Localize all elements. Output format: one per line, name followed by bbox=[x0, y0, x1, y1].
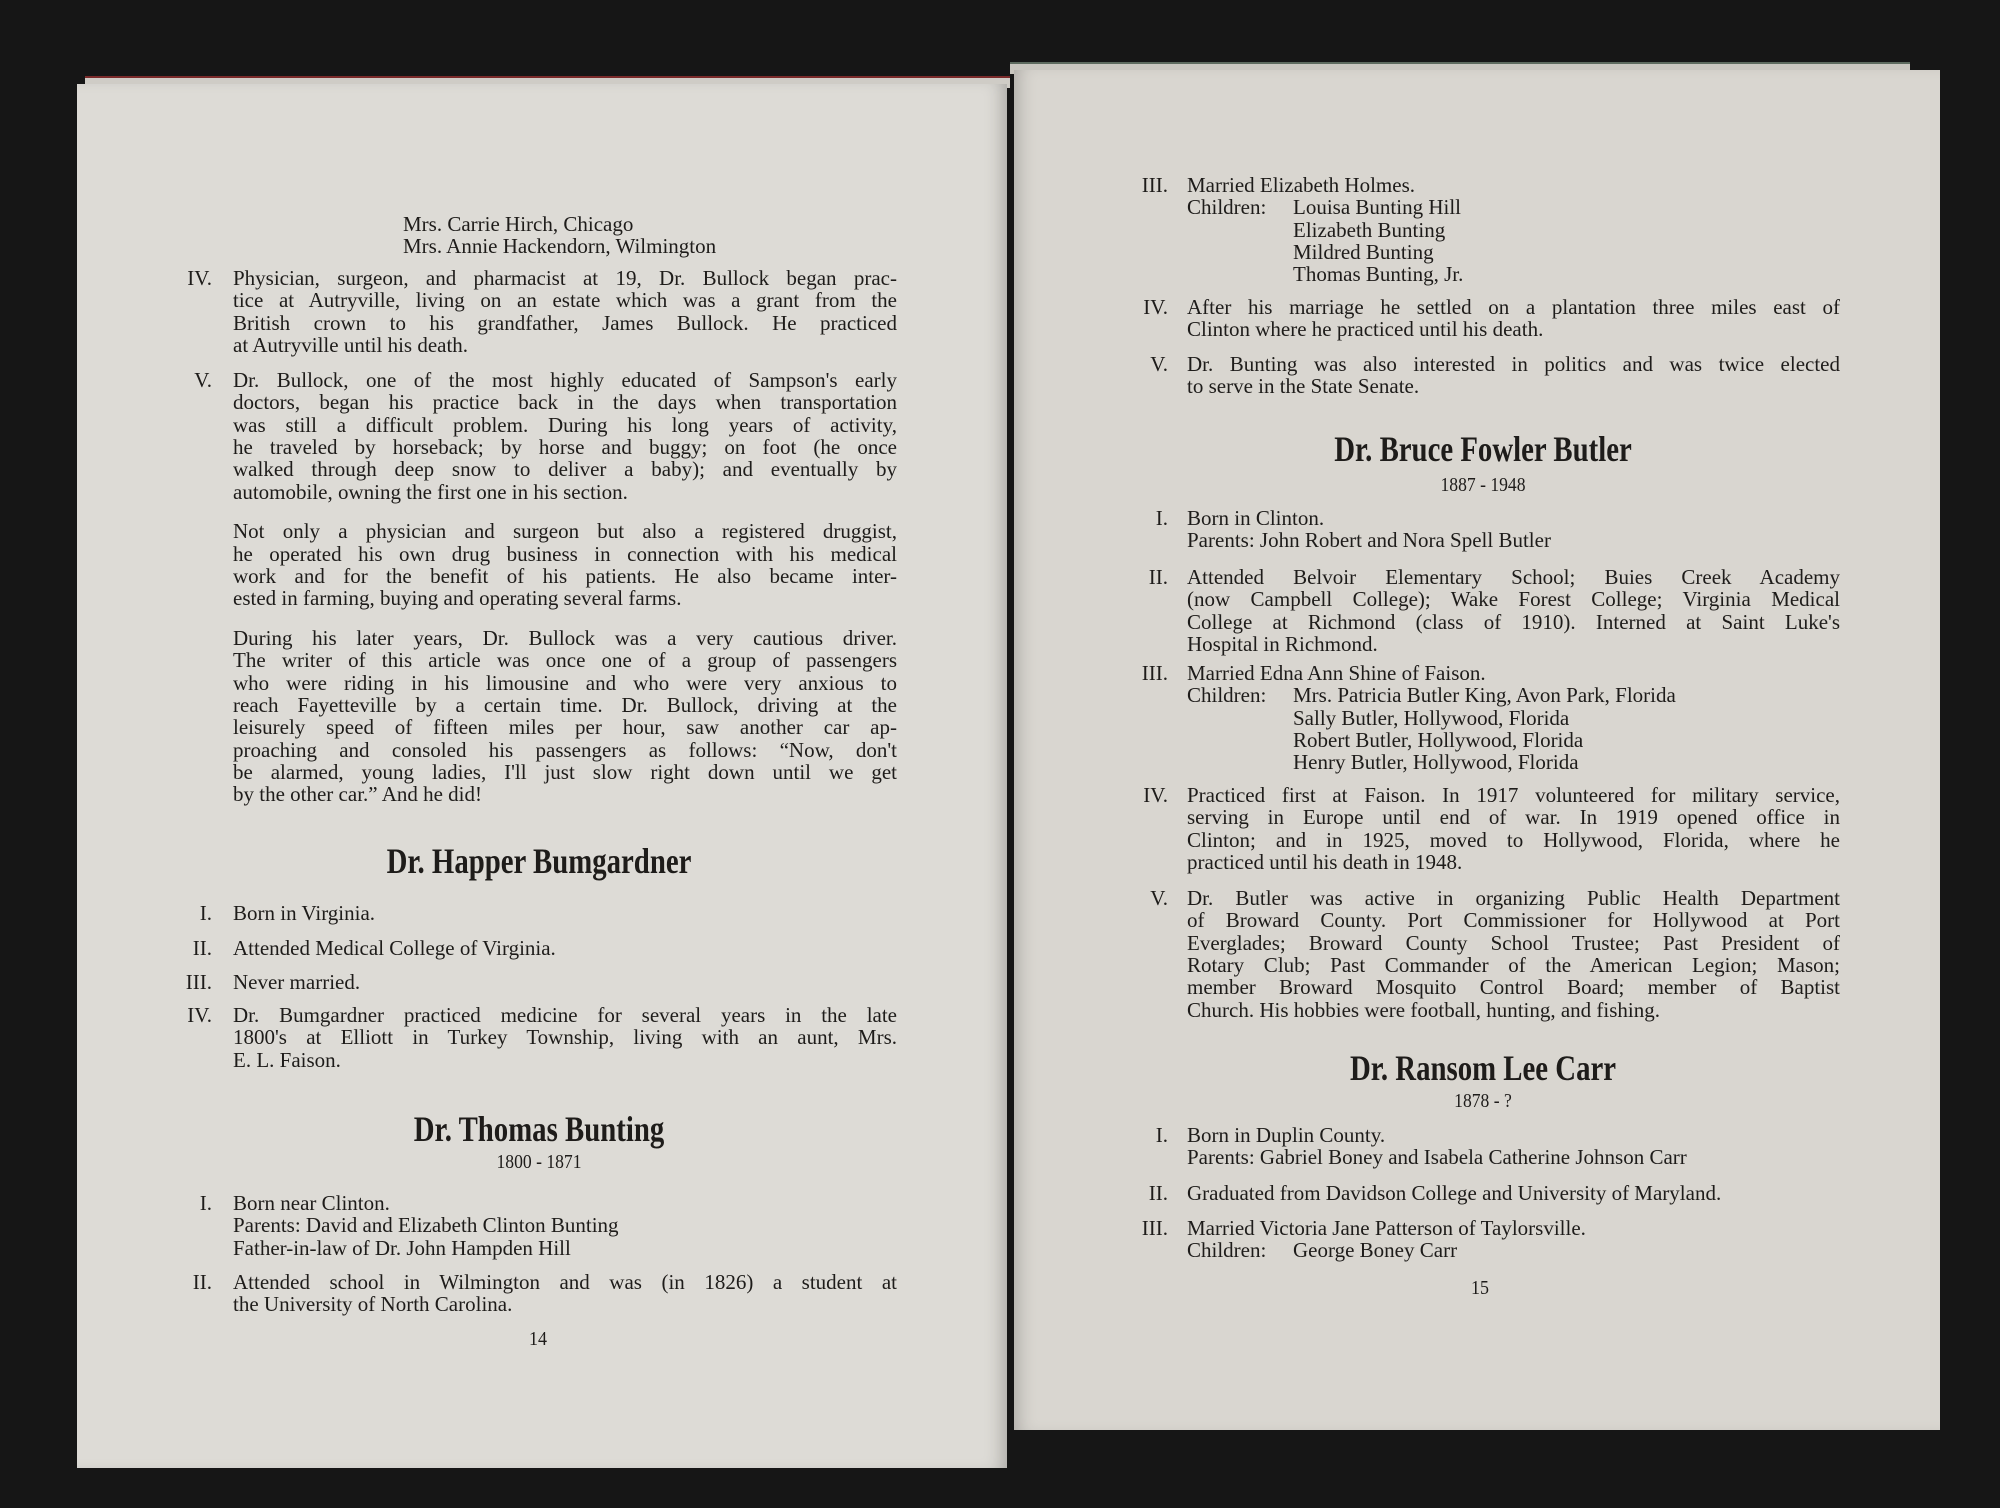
paragraph-line: Clinton where he practiced until his death. bbox=[1187, 317, 1544, 342]
paragraph-line: Rotary Club; Past Commander of the American Legion; Mason; bbox=[1187, 952, 1840, 977]
paragraph-line: be alarmed, young ladies, I'll just slow right down until we get bbox=[233, 759, 897, 784]
paragraph-line: automobile, owning the first one in his section. bbox=[233, 479, 628, 504]
paragraph-line: Dr. Bullock, one of the most highly educated of Sampson's early bbox=[233, 368, 897, 392]
paragraph-line: tice at Autryville, living on an estate which was a grant from the bbox=[233, 288, 897, 313]
child-name: Elizabeth Bunting bbox=[1293, 217, 1446, 242]
section-heading: Dr. Ransom Lee Carr bbox=[1349, 1048, 1617, 1088]
child-name: Mrs. Patricia Butler King, Avon Park, Florida bbox=[1293, 683, 1676, 708]
paragraph-line: practiced until his death in 1948. bbox=[1187, 849, 1463, 874]
paragraph-line: Hospital in Richmond. bbox=[1187, 631, 1378, 656]
item-line: Married Elizabeth Holmes. bbox=[1187, 173, 1416, 197]
paragraph-line: College at Richmond (class of 1910). Interned at Saint Luke's bbox=[1187, 609, 1840, 634]
item-line: Married Victoria Jane Patterson of Taylorsville. bbox=[1187, 1216, 1586, 1240]
paragraph-line: Not only a physician and surgeon but also a registered druggist, bbox=[233, 519, 897, 544]
text-line: Mrs. Annie Hackendorn, Wilmington bbox=[403, 234, 717, 259]
paragraph-line: 1800's at Elliott in Turkey Township, living with an aunt, Mrs. bbox=[233, 1025, 897, 1050]
paragraph-line: Dr. Butler was active in organizing Public Health Department bbox=[1187, 886, 1840, 910]
item-numeral: I. bbox=[199, 901, 212, 925]
item-numeral: V. bbox=[1150, 352, 1168, 376]
child-name: Mildred Bunting bbox=[1293, 239, 1434, 264]
item-line: Parents: John Robert and Nora Spell Butler bbox=[1187, 528, 1551, 553]
child-name: George Boney Carr bbox=[1293, 1238, 1458, 1263]
item-numeral: I. bbox=[1155, 506, 1168, 530]
paragraph-line: reach Fayetteville by a certain time. Dr. Bullock, driving at the bbox=[233, 692, 897, 717]
item-line: Born in Virginia. bbox=[233, 901, 376, 925]
child-name: Thomas Bunting, Jr. bbox=[1293, 262, 1464, 287]
page-number: 15 bbox=[1471, 1277, 1489, 1299]
paragraph-line: Everglades; Broward County School Trustee; Past President of bbox=[1187, 930, 1840, 955]
item-numeral: IV. bbox=[1143, 295, 1168, 319]
item-numeral: II. bbox=[1148, 1181, 1168, 1205]
item-line: Graduated from Davidson College and University of Maryland. bbox=[1187, 1181, 1722, 1205]
paragraph-line: member Broward Mosquito Control Board; member of Baptist bbox=[1187, 975, 1840, 1000]
paragraph-line: ested in farming, buying and operating several farms. bbox=[233, 586, 682, 611]
paragraph-line: work and for the benefit of his patients. He also became inter- bbox=[233, 563, 897, 588]
paragraph-line: by the other car.” And he did! bbox=[233, 782, 483, 807]
paragraph-line: to serve in the State Senate. bbox=[1187, 374, 1420, 399]
paragraph-line: During his later years, Dr. Bullock was a very cautious driver. bbox=[233, 626, 897, 650]
paragraph-line: was still a difficult problem. During his long years of activity, bbox=[233, 412, 897, 437]
child-name: Louisa Bunting Hill bbox=[1293, 195, 1461, 220]
item-numeral: I. bbox=[199, 1191, 212, 1215]
item-line: Born in Duplin County. bbox=[1187, 1123, 1386, 1147]
item-line: Attended Medical College of Virginia. bbox=[233, 936, 556, 960]
paragraph-line: (now Campbell College); Wake Forest College; Virginia Medical bbox=[1187, 587, 1840, 612]
page-number: 14 bbox=[529, 1328, 547, 1350]
item-line: Never married. bbox=[233, 970, 361, 994]
item-numeral: IV. bbox=[187, 1003, 212, 1027]
paragraph-line: Dr. Bumgardner practiced medicine for several years in the late bbox=[233, 1003, 897, 1027]
paragraph-line: Church. His hobbies were football, hunting, and fishing. bbox=[1187, 997, 1661, 1022]
item-numeral: III. bbox=[185, 970, 212, 994]
paragraph-line: Clinton; and in 1925, moved to Hollywood, Florida, where he bbox=[1187, 827, 1840, 852]
paragraph-line: who were riding in his limousine and who were very anxious to bbox=[233, 670, 897, 695]
item-numeral: III. bbox=[1141, 173, 1168, 197]
item-numeral: III. bbox=[1141, 1216, 1168, 1240]
paragraph-line: of Broward County. Port Commissioner for Hollywood at Port bbox=[1187, 908, 1840, 933]
paragraph-line: the University of North Carolina. bbox=[233, 1292, 513, 1317]
paragraph-line: he traveled by horseback; by horse and buggy; on foot (he once bbox=[233, 434, 897, 459]
paragraph-line: E. L. Faison. bbox=[233, 1047, 341, 1072]
item-line: Born in Clinton. bbox=[1187, 506, 1325, 530]
life-dates: 1800 - 1871 bbox=[496, 1151, 582, 1173]
section-heading: Dr. Happer Bumgardner bbox=[386, 841, 692, 881]
child-name: Robert Butler, Hollywood, Florida bbox=[1293, 727, 1584, 752]
paragraph-line: at Autryville until his death. bbox=[233, 332, 469, 357]
section-heading: Dr. Thomas Bunting bbox=[413, 1109, 665, 1149]
item-line: Parents: Gabriel Boney and Isabela Catherine Johnson Carr bbox=[1187, 1145, 1687, 1170]
paragraph-line: Attended Belvoir Elementary School; Buies Creek Academy bbox=[1187, 565, 1840, 589]
paragraph-line: Practiced first at Faison. In 1917 volunteered for military service, bbox=[1187, 783, 1840, 807]
child-name: Sally Butler, Hollywood, Florida bbox=[1293, 705, 1570, 730]
item-numeral: IV. bbox=[187, 266, 212, 290]
item-numeral: II. bbox=[192, 936, 212, 960]
paragraph-line: Physician, surgeon, and pharmacist at 19, Dr. Bullock began prac- bbox=[233, 266, 897, 290]
item-numeral: II. bbox=[192, 1270, 212, 1294]
item-line: Married Edna Ann Shine of Faison. bbox=[1187, 661, 1486, 685]
paragraph-line: British crown to his grandfather, James Bullock. He practiced bbox=[233, 310, 897, 335]
paragraph-line: serving in Europe until end of war. In 1919 opened office in bbox=[1187, 805, 1840, 830]
section-heading: Dr. Bruce Fowler Butler bbox=[1334, 429, 1632, 469]
item-numeral: V. bbox=[194, 368, 212, 392]
item-numeral: I. bbox=[1155, 1123, 1168, 1147]
children-label: Children: bbox=[1187, 195, 1267, 220]
text-line: Mrs. Carrie Hirch, Chicago bbox=[403, 212, 634, 236]
item-numeral: V. bbox=[1150, 886, 1168, 910]
paragraph-line: walked through deep snow to deliver a baby); and eventually by bbox=[233, 457, 897, 482]
paragraph-line: After his marriage he settled on a plantation three miles east of bbox=[1187, 295, 1840, 319]
life-dates: 1887 - 1948 bbox=[1440, 474, 1526, 496]
paragraph-line: Attended school in Wilmington and was (in 1826) a student at bbox=[233, 1270, 897, 1294]
item-numeral: IV. bbox=[1143, 783, 1168, 807]
paragraph-line: he operated his own drug business in connection with his medical bbox=[233, 541, 897, 566]
child-name: Henry Butler, Hollywood, Florida bbox=[1293, 750, 1579, 775]
paragraph-line: Dr. Bunting was also interested in politics and was twice elected bbox=[1187, 352, 1840, 376]
paragraph-line: doctors, began his practice back in the days when transportation bbox=[233, 390, 897, 415]
children-label: Children: bbox=[1187, 1238, 1267, 1263]
item-numeral: II. bbox=[1148, 565, 1168, 589]
item-numeral: III. bbox=[1141, 661, 1168, 685]
item-line: Father-in-law of Dr. John Hampden Hill bbox=[233, 1235, 571, 1260]
item-line: Born near Clinton. bbox=[233, 1191, 390, 1215]
paragraph-line: proaching and consoled his passengers as follows: “Now, don't bbox=[233, 737, 897, 762]
life-dates: 1878 - ? bbox=[1454, 1090, 1512, 1112]
paragraph-line: leisurely speed of fifteen miles per hour, saw another car ap- bbox=[233, 715, 897, 740]
paragraph-line: The writer of this article was once one of a group of passengers bbox=[233, 648, 897, 673]
children-label: Children: bbox=[1187, 683, 1267, 708]
item-line: Parents: David and Elizabeth Clinton Bunting bbox=[233, 1213, 619, 1238]
